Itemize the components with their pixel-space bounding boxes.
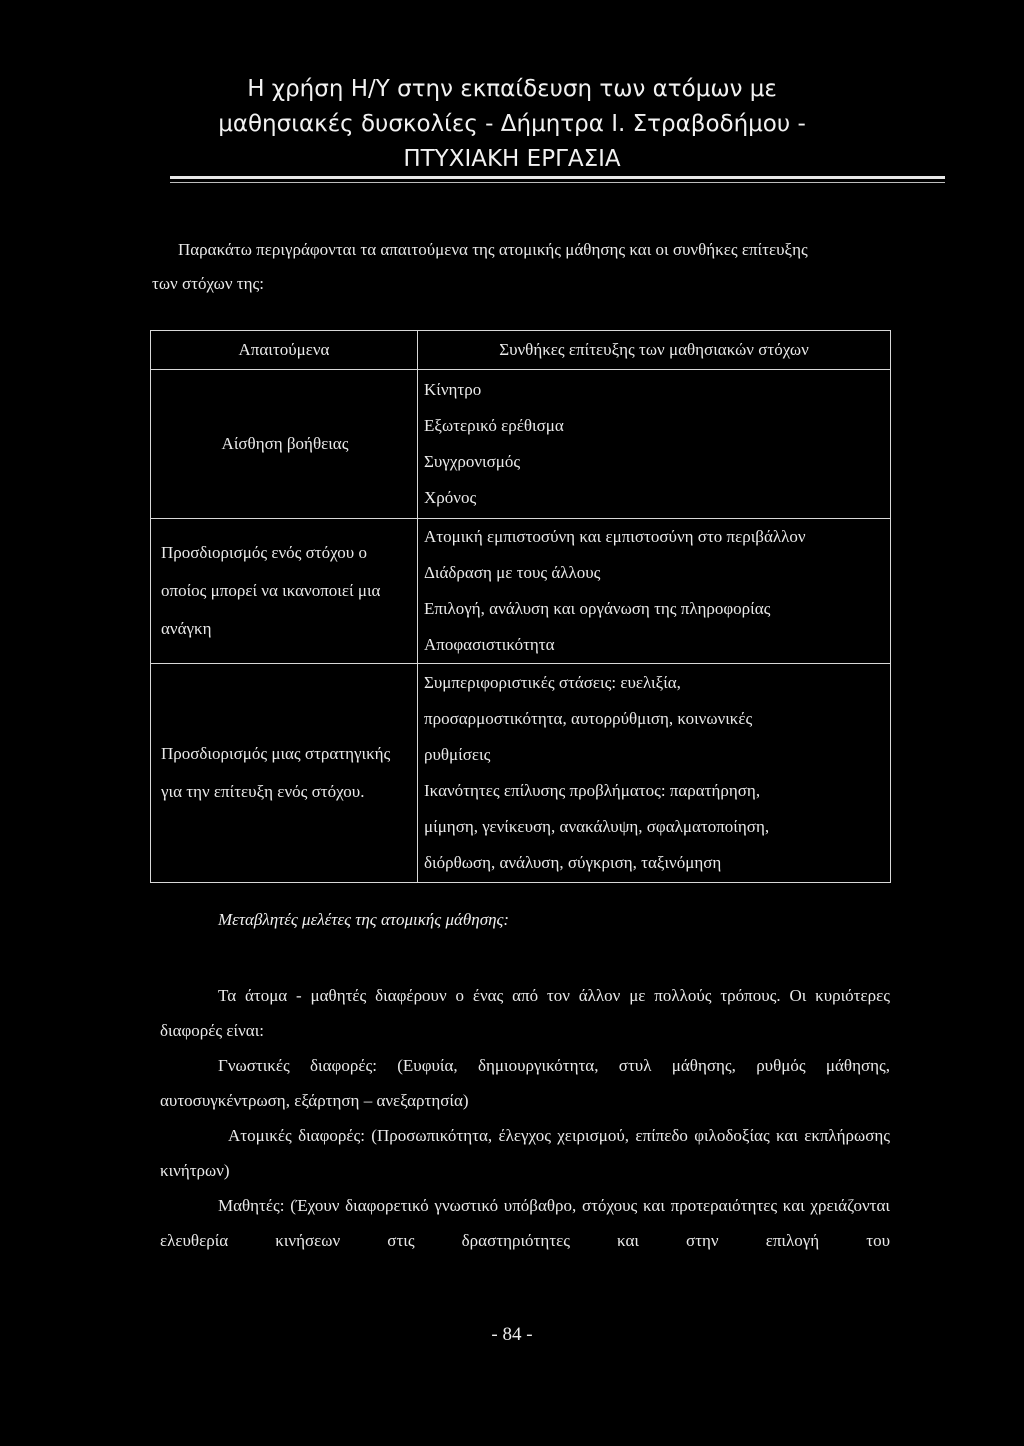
conditions-cell bbox=[418, 370, 891, 519]
condition-item: Διάδραση με τους άλλους bbox=[424, 563, 601, 582]
paragraph: Μαθητές: (Έχουν διαφορετικό γνωστικό υπόβαθρο, στόχους και προτεραιότητες και χρειάζονται ελευθερία κινήσεων στις δραστηριότητες και στην επιλογή του bbox=[160, 1196, 890, 1250]
paragraph: Τα άτομα - μαθητές διαφέρουν ο ένας από τον άλλον με πολλούς τρόπους. Οι κυριότερες διαφορές είναι: bbox=[160, 986, 890, 1040]
document-header bbox=[0, 72, 1024, 177]
condition-item: Ατομική εμπιστοσύνη και εμπιστοσύνη στο περιβάλλον bbox=[424, 527, 806, 546]
condition-item: Κίνητρο bbox=[424, 380, 482, 399]
header-line-2: μαθησιακές δυσκολίες - Δήμητρα Ι. Στραβοδήμου - bbox=[218, 111, 806, 137]
requirement-cell: Προσδιορισμός ενός στόχου ο οποίος μπορεί να ικανοποιεί μια ανάγκη bbox=[151, 519, 418, 664]
paragraph: Ατομικές διαφορές: (Προσωπικότητα, έλεγχος χειρισμού, επίπεδο φιλοδοξίας και εκπλήρωσης κινήτρων) bbox=[160, 1126, 890, 1180]
condition-item: διόρθωση, ανάλυση, σύγκριση, ταξινόμηση bbox=[424, 853, 722, 872]
conditions-cell bbox=[418, 519, 891, 664]
table-row bbox=[151, 664, 891, 883]
header-line-1: Η χρήση Η/Υ στην εκπαίδευση των ατόμων με bbox=[247, 76, 777, 102]
paragraph: Γνωστικές διαφορές: (Ευφυία, δημιουργικότητα, στυλ μάθησης, ρυθμός μάθησης, αυτοσυγκέντρωση, εξάρτηση – ανεξαρτησία) bbox=[160, 1056, 890, 1110]
requirement-cell: Προσδιορισμός μιας στρατηγικής για την επίτευξη ενός στόχου. bbox=[151, 664, 418, 883]
conditions-cell bbox=[418, 664, 891, 883]
table-row bbox=[151, 370, 891, 519]
condition-item: Επιλογή, ανάλυση και οργάνωση της πληροφορίας bbox=[424, 599, 771, 618]
condition-item: μίμηση, γενίκευση, ανακάλυψη, σφαλματοποίηση, bbox=[424, 817, 770, 836]
section-subheading: Μεταβλητές μελέτες της ατομικής μάθησης: bbox=[218, 910, 510, 929]
header-line-3: ΠΤΥΧΙΑΚΗ ΕΡΓΑΣΙΑ bbox=[403, 146, 621, 172]
table-header-row bbox=[151, 331, 891, 370]
table-header-requirements: Απαιτούμενα bbox=[151, 331, 418, 370]
condition-item: Χρόνος bbox=[424, 488, 477, 507]
condition-item: Συμπεριφοριστικές στάσεις: ευελιξία, bbox=[424, 673, 681, 692]
header-rule bbox=[170, 176, 945, 179]
condition-item: προσαρμοστικότητα, αυτορρύθμιση, κοινωνικές bbox=[424, 709, 753, 728]
requirement-cell: Αίσθηση βοήθειας bbox=[151, 370, 418, 519]
condition-item: Συγχρονισμός bbox=[424, 452, 521, 471]
condition-item: ρυθμίσεις bbox=[424, 745, 491, 764]
condition-item: Εξωτερικό ερέθισμα bbox=[424, 416, 564, 435]
condition-item: Αποφασιστικότητα bbox=[424, 635, 555, 654]
page-number: - 84 - bbox=[491, 1324, 533, 1345]
intro-line-1: Παρακάτω περιγράφονται τα απαιτούμενα της ατομικής μάθησης και οι συνθήκες επίτευξης bbox=[178, 240, 808, 259]
header-rule-thin bbox=[170, 182, 945, 183]
intro-paragraph bbox=[152, 233, 888, 301]
condition-item: Ικανότητες επίλυσης προβλήματος: παρατήρηση, bbox=[424, 781, 761, 800]
table-header-conditions: Συνθήκες επίτευξης των μαθησιακών στόχων bbox=[418, 331, 891, 370]
requirements-table bbox=[150, 330, 891, 883]
table-row bbox=[151, 519, 891, 664]
intro-line-2: των στόχων της: bbox=[152, 274, 264, 293]
body-text bbox=[160, 978, 890, 1258]
